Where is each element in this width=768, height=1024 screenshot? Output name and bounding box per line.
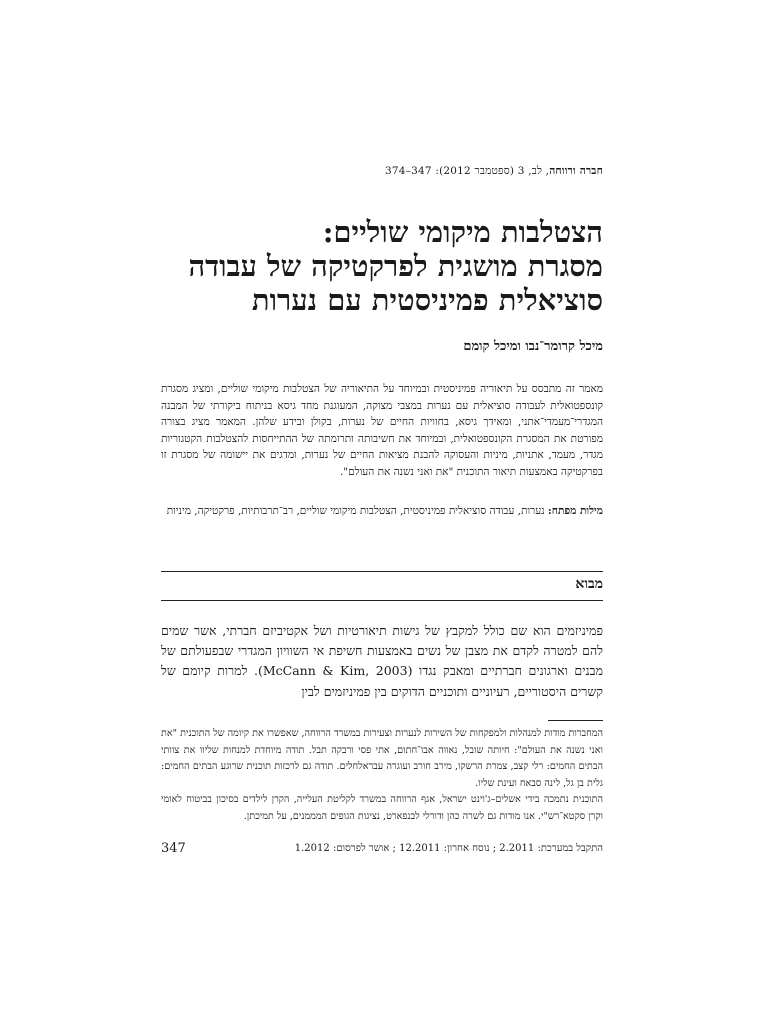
- title-line: הצטלבות מיקומי שוליים:: [322, 215, 603, 249]
- journal-details: , לב, 3 (ספטמבר 2012): 347–374: [385, 165, 550, 177]
- body-paragraph: פמיניזמים הוא שם כולל למקבץ של גישות תיאורטיות ושל אקטיביזם חברתי, אשר שמים להם למטרה לקדם את מצבן של נשים באמצעות חשיפת אי השוויון המגדרי שבפעולתם של מבנים וארגונים חברתיים ומאבק נגדו (McCann & Kim, 2003). למרות קיומם של קשרים היסטוריים, רעיוניים ותוכניים הדוקים בין פמיניזמים לבין: [161, 623, 603, 699]
- journal-name: חברה ורווחה: [549, 165, 603, 177]
- title-line: מסגרת מושגית לפרקטיקה של עבודה: [188, 249, 603, 283]
- footnote-rule: [548, 720, 603, 721]
- abstract: מאמר זה מתבסס על תיאוריה פמיניסטית ובמיוחד על התיאוריה של הצטלבות מיקומי שוליים, ומציג מסגרת קונספטואלית לעבודה סוציאלית עם נערות במצבי מצוקה, המעוגנת מחד גיסא בניתוח ביקורתי של המבנה המגדרי־מעמדי־אתני, ומאידך גיסא, בחוויות החיים של נערות, בקולן ובידע שלהן. המאמר מציג בצורה מפורטת את המסגרת הקונספטואלית, ובמיוחד את חשיבותה ותרומתה של ההתייחסות להצטלבות הקטגוריות מגדר, מעמד, אתניות, מיניות והעסוקה להבנת מציאות החיים של נערות, ומדגים את יישומה של מסגרת זו בפרקטיקה באמצעות תיאור התוכנית "את ואני נשנה את העולם".: [161, 383, 603, 478]
- keywords-label: מילות מפתח:: [547, 505, 603, 517]
- keywords: [161, 503, 603, 520]
- footnote-acknowledgments: המחברות מודות למנהלות ולמפקחות של השירות לנערות וצעירות במשרד הרווחה, שאפשרו את קיומה של התוכנית "את ואני נשנה את העולם": חיותה שובל, נאווה אבו־חתום, אתי פסי ורבקה תבל. תודה מיוחדת למנחות שליוו את צוותי הבתים החמים: רלי קצב, צמרת הרשקו, מירב חורב ועוגרה עבראלחלים. תודה גם לרכזות תוכנית שרוגע הבתים החמים: גלית בן גל, לינה סבאח ועינת שליו.: [161, 728, 603, 789]
- article-title: [161, 215, 603, 317]
- footnotes: [161, 726, 603, 826]
- journal-citation: [385, 165, 603, 177]
- authors: מיכל קרומר־נבו ומיכל קומם: [463, 339, 603, 354]
- title-line: סוציאלית פמיניסטית עם נערות: [251, 283, 603, 317]
- footnote-funding: התוכנית נתמכה בידי אשלים–ג'וינט ישראל, אגף הרווחה במשרד לקליטת העלייה, הקרן לילדים בסיכון בביטוח לאומי וקרן סקטא־רש"י. אנו מודות גם לשרה כהן ודורלי לבנפארט, נציגות הגופים המממנים, על תמיכתן.: [161, 794, 603, 822]
- article-page: [161, 0, 603, 1024]
- section-rule-bottom: [161, 600, 603, 601]
- section-heading: מבוא: [575, 576, 603, 592]
- page-number: 347: [161, 841, 186, 856]
- section-rule-top: [161, 571, 603, 572]
- submission-dates: התקבל במערכת: 2.2011 ; נוסח אחרון: 12.2011 ; אושר לפרסום: 1.2012: [294, 843, 603, 854]
- keywords-text: נערות, עבודה סוציאלית פמיניסטית, הצטלבות מיקומי שוליים, רב־תרבותיות, פרקטיקה, מיניות: [166, 505, 548, 517]
